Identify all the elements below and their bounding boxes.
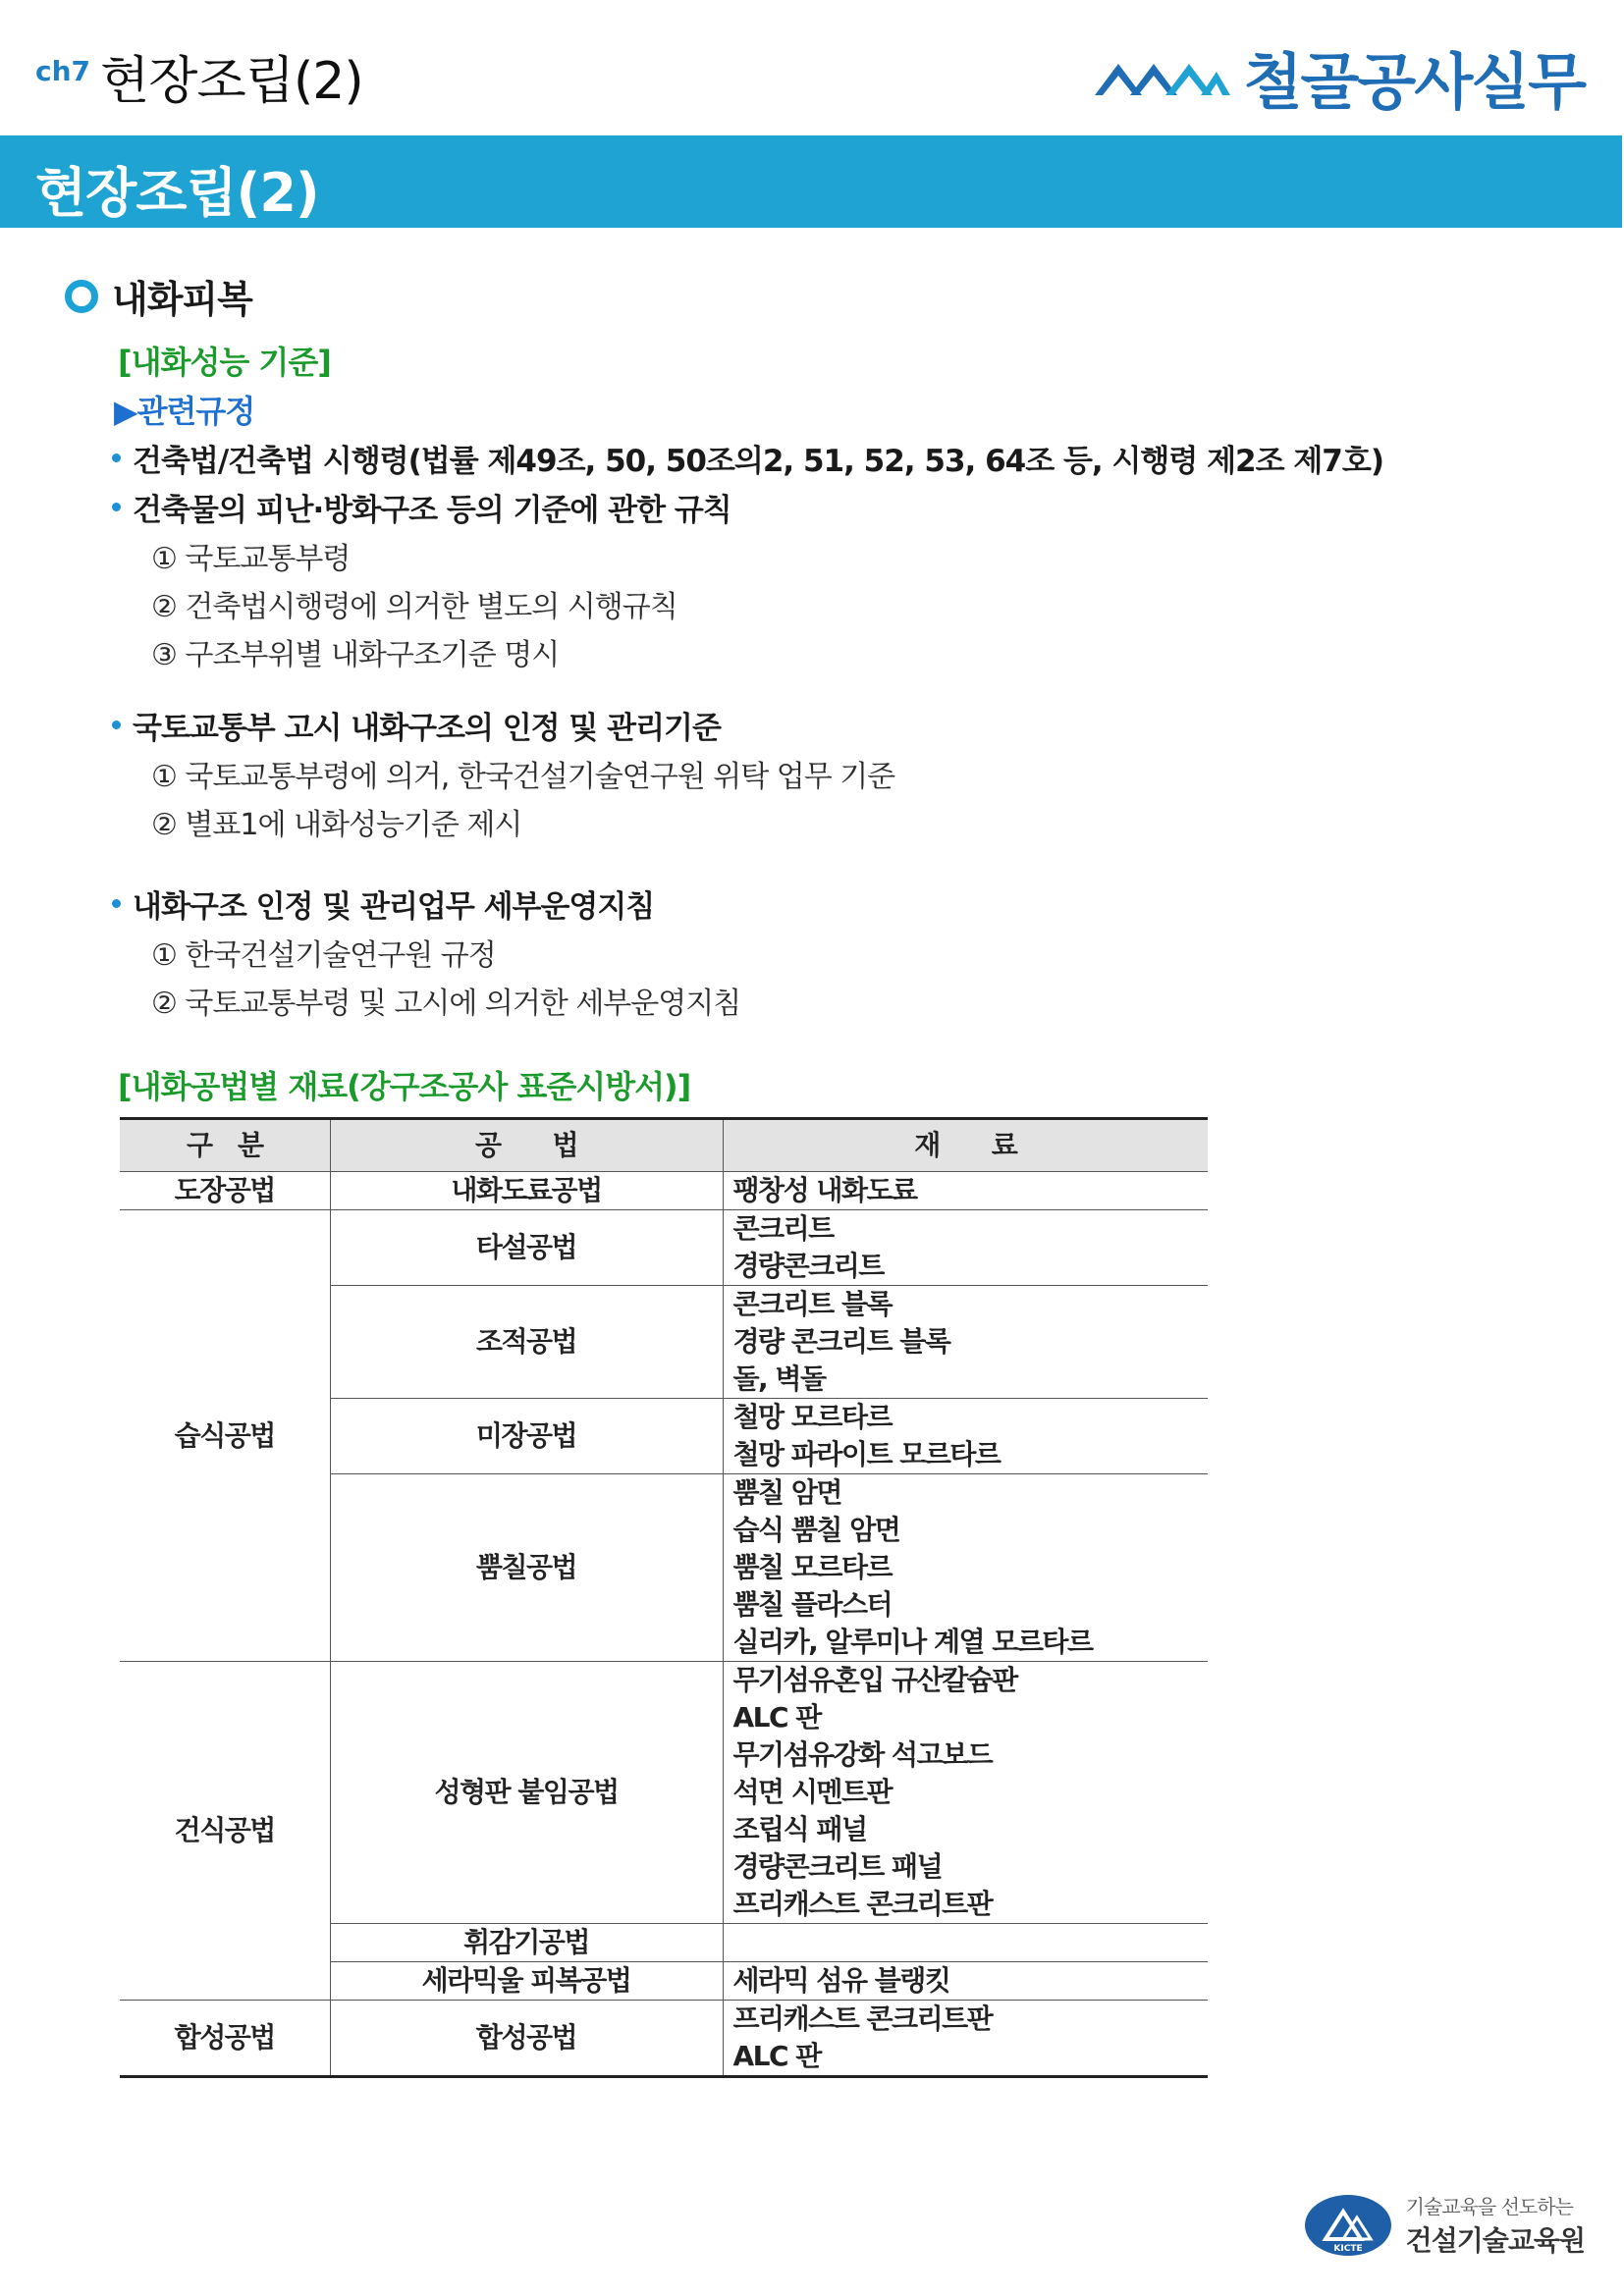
sub-item: ① 국토교통부령에 의거, 한국건설기술연구원 위탁 업무 기준: [151, 760, 895, 794]
ring-bullet-icon: [65, 280, 98, 313]
material-line: 돌, 벽돌: [732, 1362, 826, 1395]
chapter-title: 현장조립(2): [100, 52, 363, 111]
page-header: [0, 0, 1624, 135]
sub-item: ③ 구조부위별 내화구조기준 명시: [151, 638, 560, 672]
bullet-item: [112, 703, 721, 747]
material-line: 뿜칠 모르타르: [732, 1551, 893, 1583]
footer-text: [1406, 2191, 1585, 2259]
materials-cell: [723, 1962, 1208, 2001]
material-line: 콘크리트 블록: [732, 1288, 893, 1320]
table-header-row: [120, 1119, 1208, 1172]
bullet-dot-icon: [112, 454, 121, 462]
table-row: [120, 1172, 1208, 1210]
method-cell: 조적공법: [330, 1286, 723, 1399]
method-cell: 성형판 붙임공법: [330, 1662, 723, 1924]
bullet-text: 내화구조 인정 및 관리업무 세부운영지침: [133, 889, 655, 925]
material-line: 습식 뿜칠 암면: [732, 1514, 900, 1546]
materials-cell: [723, 1924, 1208, 1962]
bullet-dot-icon: [112, 899, 121, 908]
method-cell: 타설공법: [330, 1210, 723, 1286]
material-line: 철망 모르타르: [732, 1401, 893, 1433]
table-row: [120, 1210, 1208, 1286]
material-line: 무기섬유강화 석고보드: [732, 1738, 993, 1771]
regulations-heading: ▶관련규정: [114, 393, 255, 430]
sub-item: ① 한국건설기술연구원 규정: [151, 938, 496, 973]
materials-cell: [723, 1474, 1208, 1662]
materials-cell: [723, 1399, 1208, 1474]
material-line: 콘크리트: [732, 1212, 834, 1245]
bullet-dot-icon: [112, 721, 121, 729]
table-row: [120, 2001, 1208, 2077]
bullet-item: [112, 436, 1383, 480]
category-cell: 도장공법: [120, 1172, 330, 1210]
logo-text: KICTE: [1333, 2243, 1363, 2254]
kicte-logo-icon: [1304, 2194, 1392, 2257]
header-materials: 재 료: [723, 1119, 1208, 1172]
method-cell: 세라믹울 피복공법: [330, 1962, 723, 2001]
footer-org-name: 건설기술교육원: [1405, 2224, 1585, 2257]
method-cell: 미장공법: [330, 1399, 723, 1474]
section-title-text: 내화피복: [112, 278, 252, 321]
performance-heading: [내화성능 기준]: [118, 344, 331, 381]
sub-item: ② 별표1에 내화성능기준 제시: [151, 808, 522, 842]
material-line: 뿜칠 플라스터: [732, 1588, 893, 1621]
material-line: 세라믹 섬유 블랭킷: [732, 1964, 950, 1997]
materials-cell: [723, 1662, 1208, 1924]
material-line: ALC 판: [732, 2040, 821, 2072]
materials-cell: [723, 1210, 1208, 1286]
method-cell: 합성공법: [330, 2001, 723, 2077]
title-banner: [0, 135, 1622, 228]
table-row: [120, 1662, 1208, 1924]
sub-item: ② 국토교통부령 및 고시에 의거한 세부운영지침: [151, 987, 741, 1021]
banner-title: 현장조립(2): [35, 162, 319, 224]
bullet-text: 건축법/건축법 시행령(법률 제49조, 50, 50조의2, 51, 52, 53, 64조 등, 시행령 제2조 제7호): [133, 444, 1383, 479]
header-method: 공 법: [330, 1119, 723, 1172]
material-line: 철망 파라이트 모르타르: [732, 1438, 1001, 1470]
materials-table: [120, 1117, 1208, 2078]
sub-item: ② 건축법시행령에 의거한 별도의 시행규칙: [151, 590, 677, 624]
bullet-dot-icon: [112, 503, 121, 511]
header-category: 구 분: [120, 1119, 330, 1172]
materials-cell: [723, 2001, 1208, 2077]
category-cell: 건식공법: [120, 1662, 330, 2001]
material-line: 프리캐스트 콘크리트판: [732, 1888, 993, 1920]
chapter-label: [35, 39, 363, 113]
material-line: 경량 콘크리트 블록: [732, 1325, 950, 1358]
material-line: 팽창성 내화도료: [732, 1174, 917, 1206]
material-line: 뿜칠 암면: [732, 1476, 841, 1509]
bullet-item: [112, 881, 654, 926]
footer: [1304, 2191, 1585, 2259]
brand-wave-icon: [1095, 58, 1230, 97]
material-line: 석면 시멘트판: [732, 1776, 893, 1808]
brand: [1095, 33, 1585, 121]
method-cell: 휘감기공법: [330, 1924, 723, 1962]
method-cell: 뿜칠공법: [330, 1474, 723, 1662]
material-line: 무기섬유혼입 규산칼슘판: [732, 1664, 1017, 1696]
footer-tagline: 기술교육을 선도하는: [1405, 2195, 1573, 2218]
material-line: 경량콘크리트 패널: [732, 1850, 943, 1883]
material-line: 경량콘크리트: [732, 1250, 884, 1282]
material-line: 프리캐스트 콘크리트판: [732, 2002, 993, 2035]
bullet-item: [112, 485, 731, 529]
material-line: 조립식 패널: [732, 1813, 867, 1845]
section-title: [65, 269, 252, 323]
brand-name: 철골공사실무: [1243, 46, 1585, 118]
bullet-text: 국토교통부 고시 내화구조의 인정 및 관리기준: [133, 711, 721, 746]
table-heading: [내화공법별 재료(강구조공사 표준시방서)]: [118, 1068, 691, 1105]
chapter-code: ch7: [35, 55, 91, 87]
materials-cell: [723, 1286, 1208, 1399]
category-cell: 습식공법: [120, 1210, 330, 1662]
category-cell: 합성공법: [120, 2001, 330, 2077]
material-line: 실리카, 알루미나 계열 모르타르: [732, 1626, 1093, 1658]
bullet-text: 건축물의 피난·방화구조 등의 기준에 관한 규칙: [133, 493, 731, 528]
method-cell: 내화도료공법: [330, 1172, 723, 1210]
materials-cell: [723, 1172, 1208, 1210]
material-line: ALC 판: [732, 1701, 821, 1734]
sub-item: ① 국토교통부령: [151, 542, 351, 576]
